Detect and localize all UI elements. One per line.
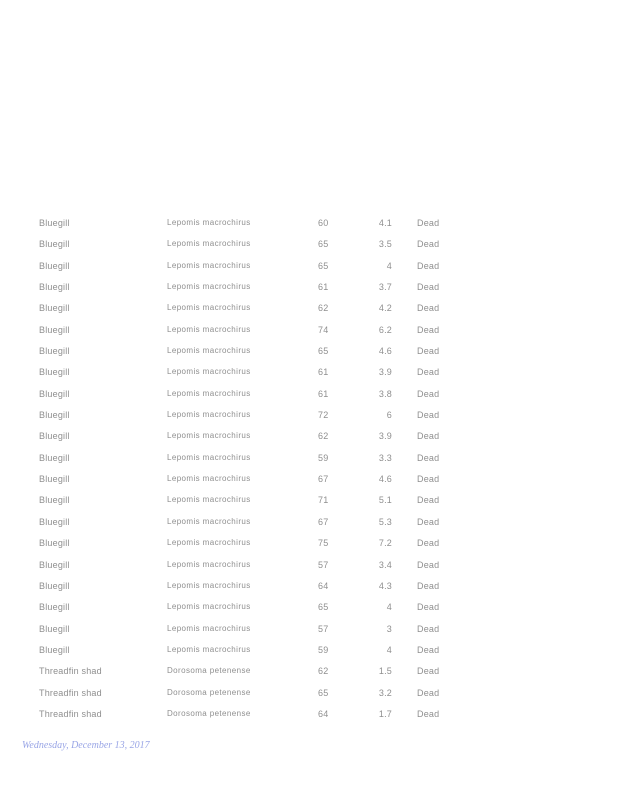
length-cell: 65 [318, 346, 329, 357]
status-cell: Dead [417, 218, 440, 228]
length-cell: 75 [318, 538, 329, 549]
weight-cell: 3.9 [378, 431, 392, 442]
scientific-name-cell: Dorosoma petenense [167, 666, 251, 676]
scientific-name-cell: Lepomis macrochirus [167, 388, 251, 398]
scientific-name-cell: Lepomis macrochirus [167, 623, 251, 633]
length-cell: 61 [318, 367, 329, 378]
scientific-name-cell: Lepomis macrochirus [167, 410, 251, 420]
length-cell: 57 [318, 623, 329, 634]
status-cell: Dead [417, 559, 440, 570]
scientific-name-cell: Lepomis macrochirus [167, 452, 251, 462]
status-cell: Dead [417, 388, 440, 399]
weight-cell: 4 [386, 644, 392, 655]
table-row [0, 300, 618, 321]
status-cell: Dead [417, 644, 440, 655]
length-cell: 74 [318, 324, 329, 335]
table-row [0, 706, 618, 727]
weight-cell: 4.6 [378, 474, 392, 485]
scientific-name-cell: Lepomis macrochirus [167, 324, 251, 334]
status-cell: Dead [417, 431, 440, 442]
scientific-name-cell: Lepomis macrochirus [167, 282, 251, 292]
fish-data-table [0, 215, 618, 727]
table-row [0, 642, 618, 663]
common-name-cell: Bluegill [39, 644, 70, 655]
length-cell: 57 [318, 559, 329, 570]
length-cell: 59 [318, 644, 329, 655]
status-cell: Dead [417, 516, 440, 527]
scientific-name-cell: Lepomis macrochirus [167, 367, 251, 377]
scientific-name-cell: Lepomis macrochirus [167, 602, 251, 612]
table-row [0, 279, 618, 300]
weight-cell: 5.3 [378, 516, 392, 527]
common-name-cell: Bluegill [39, 580, 70, 591]
common-name-cell: Bluegill [39, 516, 70, 527]
scientific-name-cell: Lepomis macrochirus [167, 431, 251, 441]
length-cell: 62 [318, 431, 329, 442]
scientific-name-cell: Lepomis macrochirus [167, 218, 251, 227]
table-row [0, 364, 618, 385]
scientific-name-cell: Lepomis macrochirus [167, 474, 251, 484]
weight-cell: 3.9 [378, 367, 392, 378]
status-cell: Dead [417, 260, 440, 271]
scientific-name-cell: Lepomis macrochirus [167, 260, 251, 270]
status-cell: Dead [417, 367, 440, 378]
table-row [0, 428, 618, 449]
common-name-cell: Bluegill [39, 346, 70, 357]
weight-cell: 3.3 [378, 452, 392, 463]
common-name-cell: Threadfin shad [39, 687, 102, 698]
table-row [0, 215, 618, 236]
common-name-cell: Bluegill [39, 559, 70, 570]
weight-cell: 6 [386, 410, 392, 421]
scientific-name-cell: Dorosoma petenense [167, 687, 251, 697]
status-cell: Dead [417, 282, 440, 293]
length-cell: 72 [318, 410, 329, 421]
status-cell: Dead [417, 666, 440, 677]
common-name-cell: Bluegill [39, 452, 70, 463]
status-cell: Dead [417, 410, 440, 421]
table-row [0, 557, 618, 578]
status-cell: Dead [417, 687, 440, 698]
weight-cell: 4.2 [378, 303, 392, 314]
table-row [0, 663, 618, 684]
weight-cell: 4.6 [378, 346, 392, 357]
table-row [0, 514, 618, 535]
common-name-cell: Bluegill [39, 388, 70, 399]
common-name-cell: Bluegill [39, 431, 70, 442]
table-row [0, 236, 618, 257]
table-row [0, 535, 618, 556]
status-cell: Dead [417, 495, 440, 506]
weight-cell: 4.1 [378, 218, 392, 228]
length-cell: 62 [318, 666, 329, 677]
table-row [0, 407, 618, 428]
table-row [0, 578, 618, 599]
length-cell: 67 [318, 474, 329, 485]
table-row [0, 492, 618, 513]
scientific-name-cell: Lepomis macrochirus [167, 239, 251, 249]
length-cell: 59 [318, 452, 329, 463]
weight-cell: 6.2 [378, 324, 392, 335]
status-cell: Dead [417, 324, 440, 335]
scientific-name-cell: Lepomis macrochirus [167, 303, 251, 313]
weight-cell: 5.1 [378, 495, 392, 506]
scientific-name-cell: Lepomis macrochirus [167, 644, 251, 654]
length-cell: 62 [318, 303, 329, 314]
weight-cell: 3.8 [378, 388, 392, 399]
common-name-cell: Threadfin shad [39, 666, 102, 677]
common-name-cell: Bluegill [39, 239, 70, 250]
status-cell: Dead [417, 303, 440, 314]
common-name-cell: Bluegill [39, 303, 70, 314]
footer-date: Wednesday, December 13, 2017 [22, 740, 150, 751]
scientific-name-cell: Dorosoma petenense [167, 708, 251, 718]
status-cell: Dead [417, 708, 440, 719]
weight-cell: 1.5 [378, 666, 392, 677]
weight-cell: 4 [386, 602, 392, 613]
scientific-name-cell: Lepomis macrochirus [167, 559, 251, 569]
weight-cell: 4 [386, 260, 392, 271]
length-cell: 65 [318, 687, 329, 698]
weight-cell: 3.5 [378, 239, 392, 250]
scientific-name-cell: Lepomis macrochirus [167, 516, 251, 526]
table-row [0, 599, 618, 620]
length-cell: 71 [318, 495, 329, 506]
common-name-cell: Bluegill [39, 367, 70, 378]
status-cell: Dead [417, 538, 440, 549]
common-name-cell: Bluegill [39, 218, 70, 228]
length-cell: 64 [318, 580, 329, 591]
common-name-cell: Bluegill [39, 602, 70, 613]
common-name-cell: Bluegill [39, 324, 70, 335]
common-name-cell: Bluegill [39, 474, 70, 485]
common-name-cell: Bluegill [39, 260, 70, 271]
common-name-cell: Bluegill [39, 282, 70, 293]
length-cell: 67 [318, 516, 329, 527]
weight-cell: 1.7 [378, 708, 392, 719]
weight-cell: 3 [386, 623, 392, 634]
status-cell: Dead [417, 474, 440, 485]
status-cell: Dead [417, 602, 440, 613]
length-cell: 65 [318, 239, 329, 250]
status-cell: Dead [417, 452, 440, 463]
length-cell: 61 [318, 282, 329, 293]
common-name-cell: Threadfin shad [39, 708, 102, 719]
status-cell: Dead [417, 239, 440, 250]
length-cell: 65 [318, 602, 329, 613]
weight-cell: 4.3 [378, 580, 392, 591]
table-row [0, 343, 618, 364]
scientific-name-cell: Lepomis macrochirus [167, 346, 251, 356]
table-row [0, 471, 618, 492]
common-name-cell: Bluegill [39, 623, 70, 634]
scientific-name-cell: Lepomis macrochirus [167, 495, 251, 505]
table-row [0, 685, 618, 706]
common-name-cell: Bluegill [39, 538, 70, 549]
status-cell: Dead [417, 580, 440, 591]
weight-cell: 3.4 [378, 559, 392, 570]
weight-cell: 7.2 [378, 538, 392, 549]
common-name-cell: Bluegill [39, 410, 70, 421]
length-cell: 60 [318, 218, 329, 228]
weight-cell: 3.2 [378, 687, 392, 698]
weight-cell: 3.7 [378, 282, 392, 293]
table-row [0, 258, 618, 279]
table-row [0, 450, 618, 471]
common-name-cell: Bluegill [39, 495, 70, 506]
table-row [0, 322, 618, 343]
status-cell: Dead [417, 623, 440, 634]
scientific-name-cell: Lepomis macrochirus [167, 580, 251, 590]
table-row [0, 621, 618, 642]
length-cell: 65 [318, 260, 329, 271]
scientific-name-cell: Lepomis macrochirus [167, 538, 251, 548]
length-cell: 64 [318, 708, 329, 719]
length-cell: 61 [318, 388, 329, 399]
status-cell: Dead [417, 346, 440, 357]
table-row [0, 386, 618, 407]
